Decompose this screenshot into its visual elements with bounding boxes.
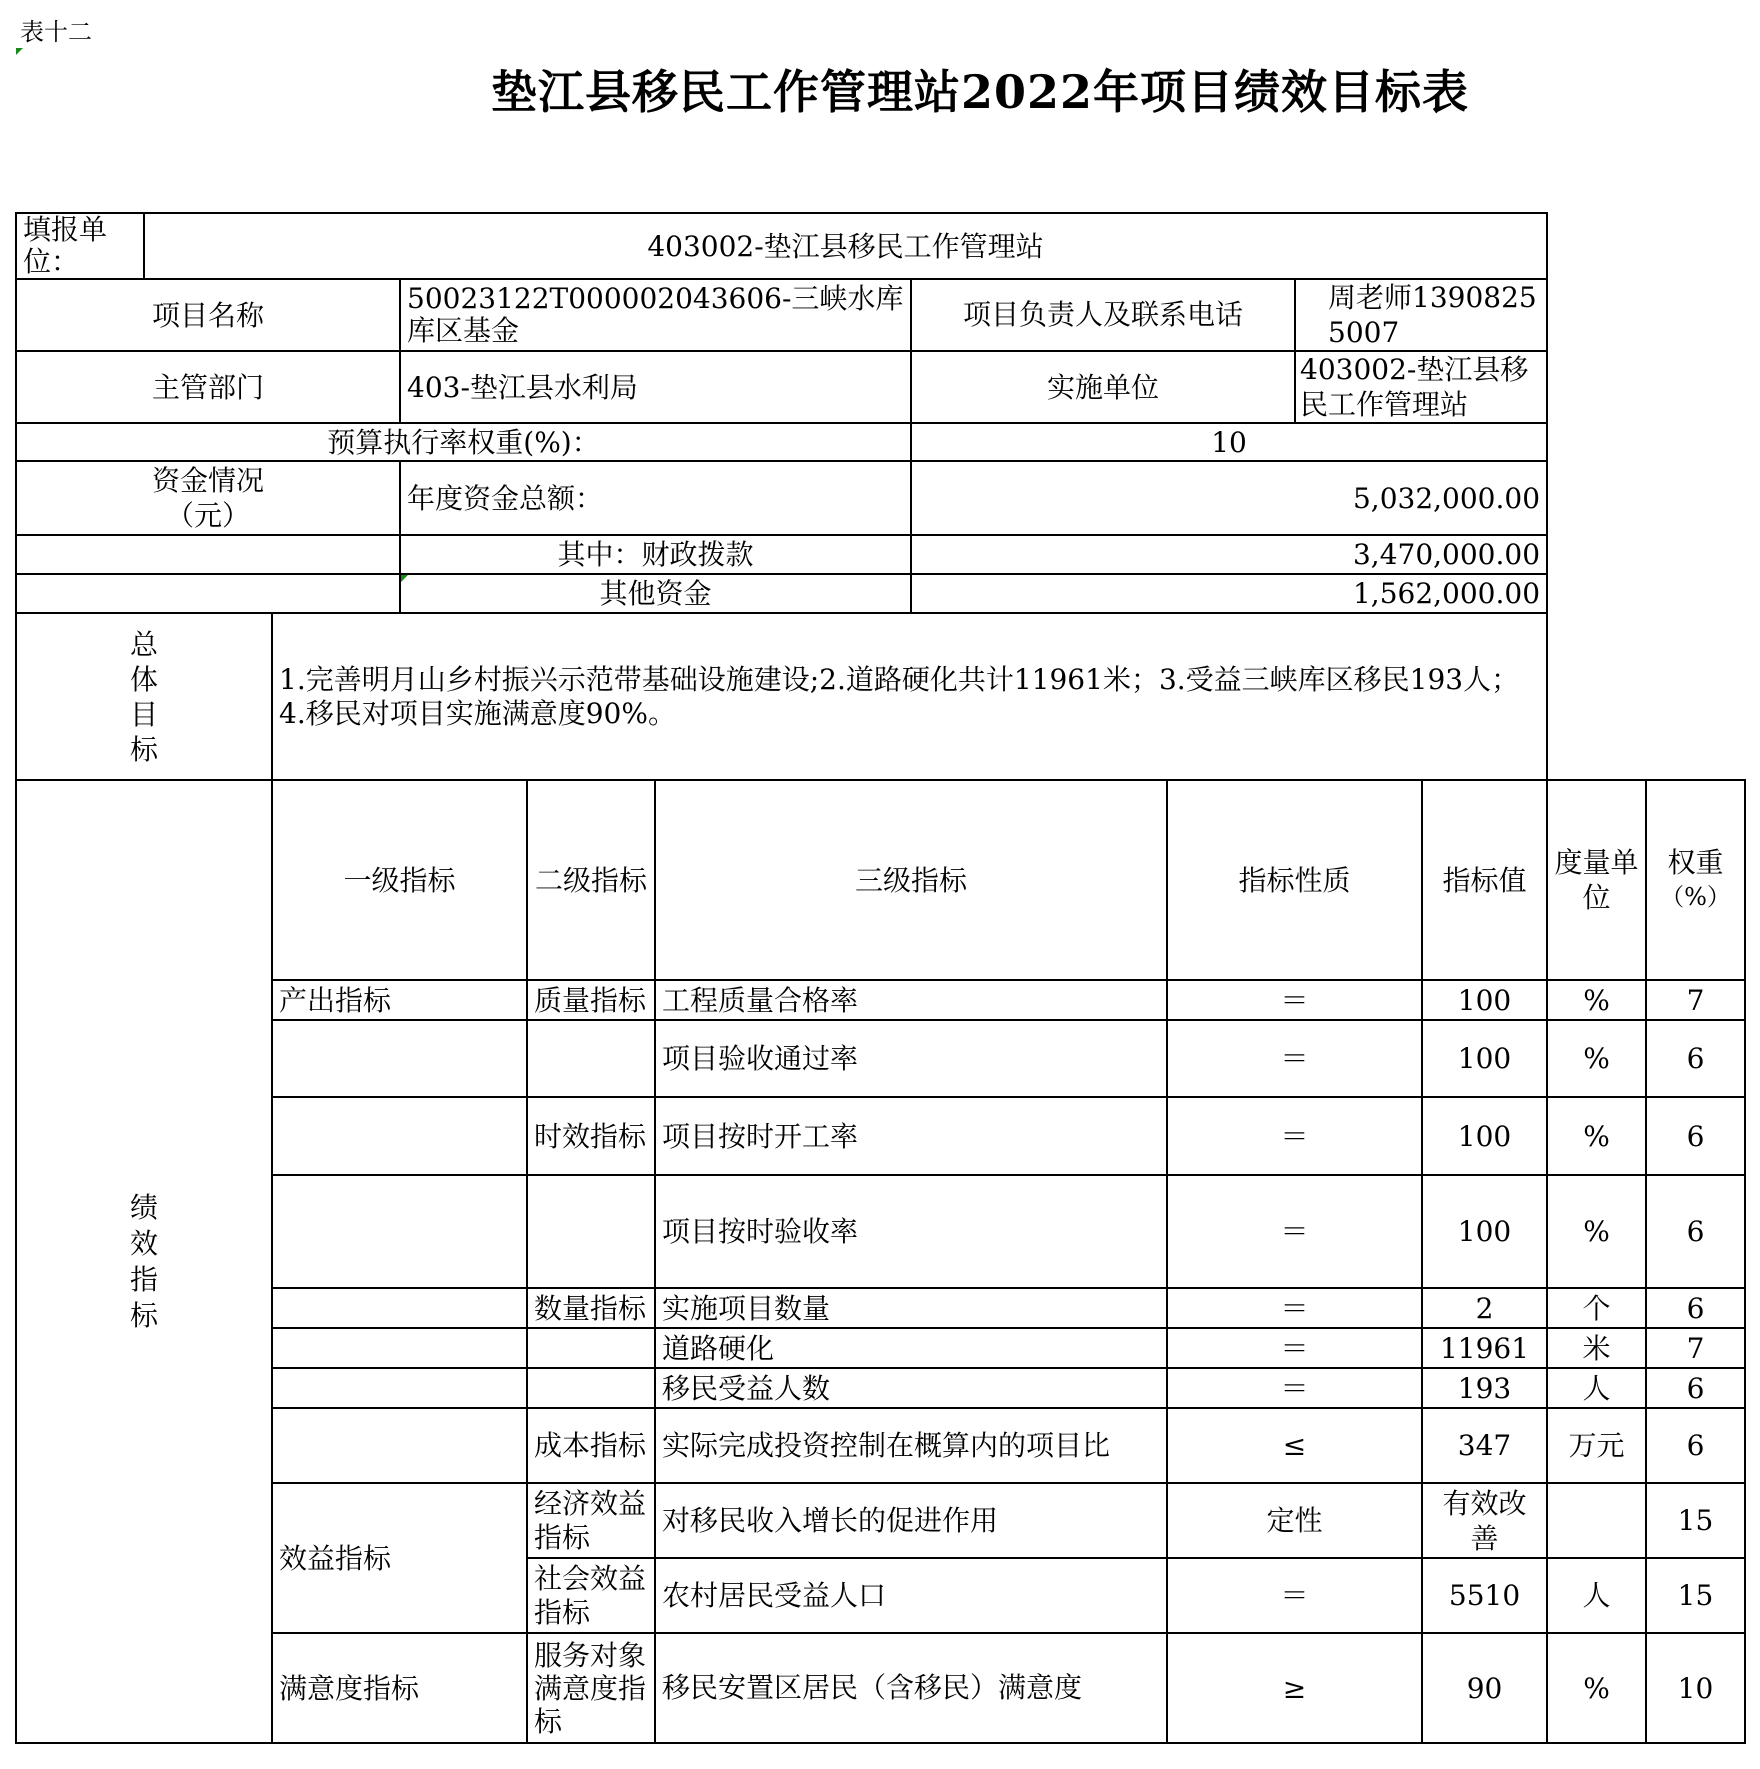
fill-unit-label: 填报单位： xyxy=(16,213,144,279)
row-fill-unit xyxy=(16,213,1745,279)
row-value: 有效改善 xyxy=(1422,1483,1547,1558)
row-dept xyxy=(16,351,1745,423)
row-level3: 项目按时开工率 xyxy=(655,1097,1167,1175)
row-nature: 定性 xyxy=(1167,1483,1422,1558)
row-level1: 效益指标 xyxy=(272,1483,527,1633)
other-funds-value: 1,562,000.00 xyxy=(911,574,1547,613)
row-level2: 服务对象满意度指标 xyxy=(527,1633,655,1743)
overall-goal-char: 体 xyxy=(129,662,158,696)
row-value: 100 xyxy=(1422,1175,1547,1288)
header-nature: 指标性质 xyxy=(1167,780,1422,980)
indicators-label xyxy=(16,780,272,1743)
row-weight: 15 xyxy=(1646,1558,1745,1633)
indicators-char: 指 xyxy=(129,1262,158,1296)
row-level3: 项目按时验收率 xyxy=(655,1175,1167,1288)
row-value: 90 xyxy=(1422,1633,1547,1743)
table-row xyxy=(16,1097,1745,1175)
fiscal-label: 其中：财政拨款 xyxy=(400,535,911,574)
row-value: 193 xyxy=(1422,1368,1547,1408)
table-row xyxy=(16,1633,1745,1743)
row-level2: 成本指标 xyxy=(527,1408,655,1483)
row-nature: ＝ xyxy=(1167,1288,1422,1328)
row-level2 xyxy=(527,1368,655,1408)
row-level1 xyxy=(272,1020,527,1097)
row-unit: 人 xyxy=(1547,1368,1646,1408)
funds-label xyxy=(16,461,400,535)
row-unit: 个 xyxy=(1547,1288,1646,1328)
row-level2 xyxy=(527,1020,655,1097)
empty-cell xyxy=(16,535,400,574)
row-level3: 对移民收入增长的促进作用 xyxy=(655,1483,1167,1558)
row-level1 xyxy=(272,1368,527,1408)
row-value: 100 xyxy=(1422,1020,1547,1097)
budget-weight-label: 预算执行率权重(%)： xyxy=(16,423,911,461)
row-annual-total xyxy=(16,461,1745,535)
cell-comment-marker xyxy=(401,575,408,582)
row-weight: 6 xyxy=(1646,1175,1745,1288)
row-level3: 道路硬化 xyxy=(655,1328,1167,1368)
indicator-header-row xyxy=(16,780,1745,980)
header-value: 指标值 xyxy=(1422,780,1547,980)
header-level3: 三级指标 xyxy=(655,780,1167,980)
row-budget-weight xyxy=(16,423,1745,461)
fill-unit-value: 403002-垫江县移民工作管理站 xyxy=(144,213,1547,279)
performance-table xyxy=(15,212,1746,1744)
row-level3: 实际完成投资控制在概算内的项目比 xyxy=(655,1408,1167,1483)
row-nature: ≤ xyxy=(1167,1408,1422,1483)
table-row xyxy=(16,1408,1745,1483)
table-row xyxy=(16,1483,1745,1558)
row-unit: 人 xyxy=(1547,1558,1646,1633)
row-level2: 数量指标 xyxy=(527,1288,655,1328)
row-overall-goal xyxy=(16,613,1745,780)
row-fiscal xyxy=(16,535,1745,574)
table-row xyxy=(16,1368,1745,1408)
other-funds-label xyxy=(400,574,911,613)
row-unit: % xyxy=(1547,980,1646,1020)
row-weight: 6 xyxy=(1646,1097,1745,1175)
row-value: 2 xyxy=(1422,1288,1547,1328)
row-unit: % xyxy=(1547,1097,1646,1175)
leader-value: 周老师13908255007 xyxy=(1295,279,1547,351)
row-nature: ＝ xyxy=(1167,980,1422,1020)
cell-comment-marker xyxy=(16,48,23,55)
page-label: 表十二 xyxy=(20,18,92,46)
row-unit xyxy=(1547,1483,1646,1558)
overall-goal-char: 总 xyxy=(129,627,158,661)
row-project-name xyxy=(16,279,1745,351)
row-level2 xyxy=(527,1328,655,1368)
table-row xyxy=(16,980,1745,1020)
row-level3: 实施项目数量 xyxy=(655,1288,1167,1328)
row-level3: 工程质量合格率 xyxy=(655,980,1167,1020)
row-level1 xyxy=(272,1097,527,1175)
row-weight: 10 xyxy=(1646,1633,1745,1743)
overall-goal-label xyxy=(16,613,272,780)
table-row xyxy=(16,1175,1745,1288)
row-nature: ＝ xyxy=(1167,1368,1422,1408)
fiscal-value: 3,470,000.00 xyxy=(911,535,1547,574)
project-name-value: 50023122T000002043606-三峡水库库区基金 xyxy=(400,279,911,351)
page-title xyxy=(0,56,1760,122)
row-level1 xyxy=(272,1288,527,1328)
funds-label-line1: 资金情况 xyxy=(151,464,264,497)
row-weight: 15 xyxy=(1646,1483,1745,1558)
row-unit: 万元 xyxy=(1547,1408,1646,1483)
row-value: 5510 xyxy=(1422,1558,1547,1633)
header-level2: 二级指标 xyxy=(527,780,655,980)
overall-goal-text: 1.完善明月山乡村振兴示范带基础设施建设;2.道路硬化共计11961米；3.受益三峡库区移民193人；4.移民对项目实施满意度90%。 xyxy=(272,613,1547,780)
row-weight: 6 xyxy=(1646,1288,1745,1328)
indicators-char: 标 xyxy=(129,1298,158,1332)
project-name-label: 项目名称 xyxy=(16,279,400,351)
row-level1 xyxy=(272,1408,527,1483)
header-weight-line1: 权重 xyxy=(1667,846,1724,879)
row-unit: 米 xyxy=(1547,1328,1646,1368)
row-weight: 6 xyxy=(1646,1408,1745,1483)
empty-cell xyxy=(16,574,400,613)
row-unit: % xyxy=(1547,1633,1646,1743)
row-unit: % xyxy=(1547,1020,1646,1097)
row-weight: 7 xyxy=(1646,980,1745,1020)
funds-label-line2: （元） xyxy=(165,499,250,532)
row-value: 100 xyxy=(1422,1097,1547,1175)
row-value: 100 xyxy=(1422,980,1547,1020)
row-level2: 经济效益指标 xyxy=(527,1483,655,1558)
leader-label: 项目负责人及联系电话 xyxy=(911,279,1295,351)
row-nature: ＝ xyxy=(1167,1020,1422,1097)
row-level1 xyxy=(272,1175,527,1288)
impl-label: 实施单位 xyxy=(911,351,1295,423)
page-title-text: 垫江县移民工作管理站2022年项目绩效目标表 xyxy=(490,65,1470,119)
row-nature: ＝ xyxy=(1167,1558,1422,1633)
row-level1: 产出指标 xyxy=(272,980,527,1020)
row-nature: ＝ xyxy=(1167,1175,1422,1288)
indicators-char: 效 xyxy=(129,1226,158,1260)
row-level2 xyxy=(527,1175,655,1288)
table-row xyxy=(16,1288,1745,1328)
row-level1 xyxy=(272,1328,527,1368)
other-funds-label-text: 其他资金 xyxy=(599,577,712,610)
header-weight xyxy=(1646,780,1745,980)
row-level1: 满意度指标 xyxy=(272,1633,527,1743)
row-weight: 6 xyxy=(1646,1020,1745,1097)
header-level1: 一级指标 xyxy=(272,780,527,980)
budget-weight-value: 10 xyxy=(911,423,1547,461)
row-level2: 社会效益指标 xyxy=(527,1558,655,1633)
dept-value: 403-垫江县水利局 xyxy=(400,351,911,423)
table-row xyxy=(16,1328,1745,1368)
row-nature: ＝ xyxy=(1167,1328,1422,1368)
row-level3: 项目验收通过率 xyxy=(655,1020,1167,1097)
row-nature: ＝ xyxy=(1167,1097,1422,1175)
indicators-char: 绩 xyxy=(129,1190,158,1224)
annual-total-value: 5,032,000.00 xyxy=(911,461,1547,535)
row-unit: % xyxy=(1547,1175,1646,1288)
row-level2: 质量指标 xyxy=(527,980,655,1020)
header-unit: 度量单位 xyxy=(1547,780,1646,980)
row-value: 347 xyxy=(1422,1408,1547,1483)
impl-value: 403002-垫江县移民工作管理站 xyxy=(1295,351,1547,423)
table-row xyxy=(16,1020,1745,1097)
dept-label: 主管部门 xyxy=(16,351,400,423)
annual-total-label: 年度资金总额： xyxy=(400,461,911,535)
row-level3: 移民受益人数 xyxy=(655,1368,1167,1408)
header-weight-line2: （%） xyxy=(1660,883,1731,911)
row-level3: 移民安置区居民（含移民）满意度 xyxy=(655,1633,1167,1743)
row-level3: 农村居民受益人口 xyxy=(655,1558,1167,1633)
row-weight: 7 xyxy=(1646,1328,1745,1368)
overall-goal-char: 目 xyxy=(129,697,158,731)
row-nature: ≥ xyxy=(1167,1633,1422,1743)
row-value: 11961 xyxy=(1422,1328,1547,1368)
row-level2: 时效指标 xyxy=(527,1097,655,1175)
row-weight: 6 xyxy=(1646,1368,1745,1408)
row-other-funds xyxy=(16,574,1745,613)
overall-goal-char: 标 xyxy=(129,732,158,766)
